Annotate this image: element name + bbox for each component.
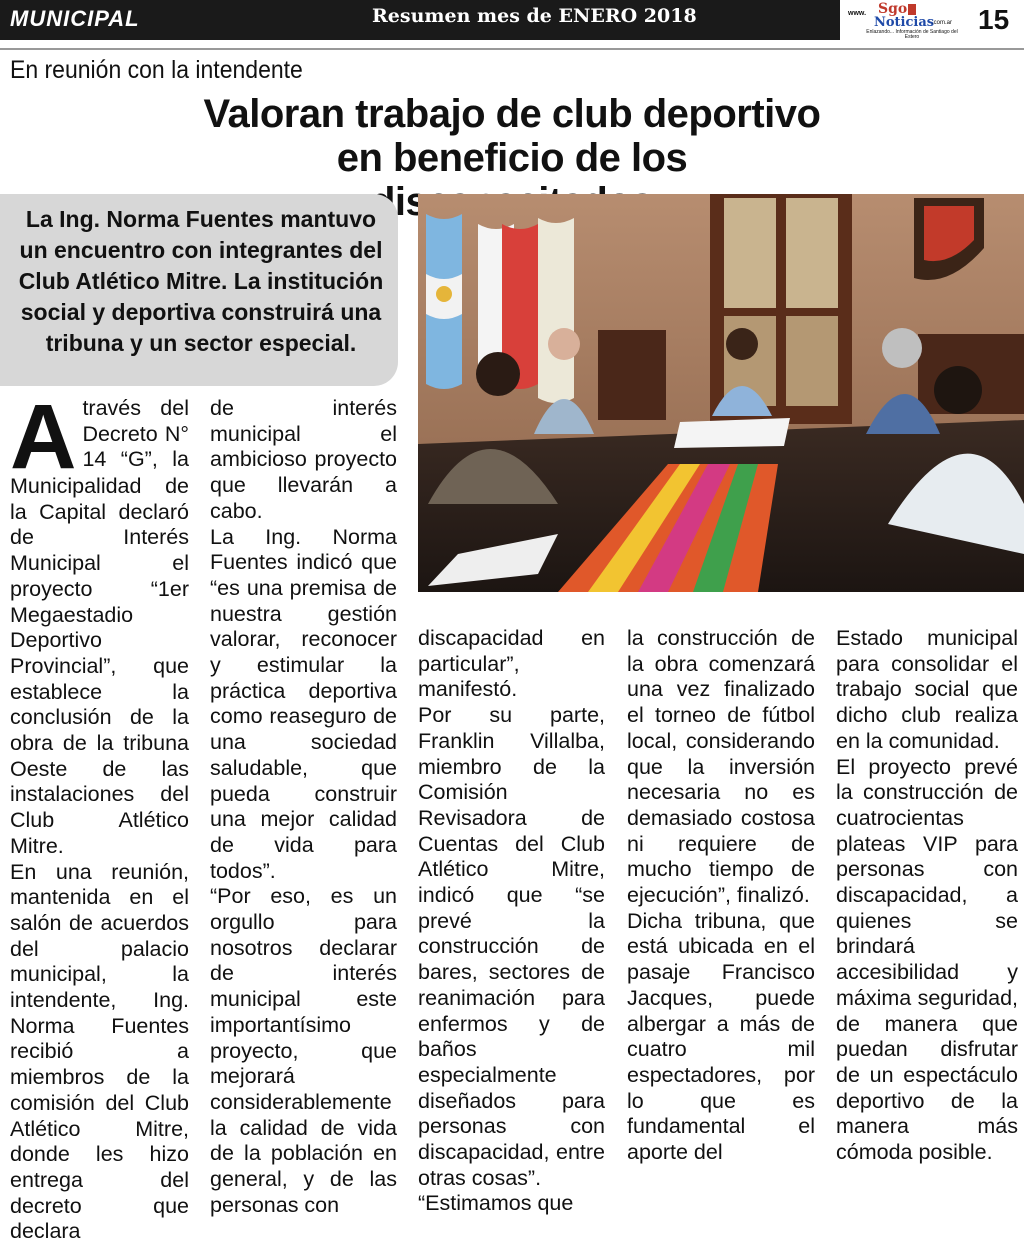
- column-1-paragraph-2: En una reunión, mantenida en el salón de acuerdos del palacio municipal, la intendente, Ing. Norma Fuentes recibió a miembros de la comisión del Club Atlético Mitre, donde les hizo entrega del decreto que declara: [10, 859, 189, 1244]
- column-3-paragraph-1: discapacidad en particular”, manifestó.: [418, 626, 605, 702]
- issue-summary: Resumen mes de ENERO 2018: [372, 5, 697, 27]
- column-3-paragraph-2: Por su parte, Franklin Villalba, miembro de la Comisión Revisadora de Cuentas del Club Atlético Mitre, indicó que “se prevé la construcción de bares, sectores de reanimación para enfermos y de baños especialmente diseñados para personas con discapacidad, entre otras cosas”.: [418, 703, 605, 1190]
- article-photo: [418, 194, 1024, 592]
- column-4-paragraph-2: Dicha tribuna, que está ubicada en el pasaje Francisco Jacques, puede albergar a más de cuatro mil espectadores, por lo que es fundamental el aporte del: [627, 908, 815, 1165]
- article-lead: La Ing. Norma Fuentes mantuvo un encuentro con integrantes del Club Atlético Mitre. La institución social y deportiva construirá una tribuna y un sector especial.: [18, 206, 384, 356]
- meeting-photo-illustration: [418, 194, 1024, 592]
- header-bar: [0, 0, 840, 40]
- article-column-5: [836, 626, 1018, 1166]
- article-column-4: [627, 626, 815, 1166]
- column-1-paragraph-1: Através del Decreto N° 14 “G”, la Municipalidad de la Capital declaró de Interés Municipal el proyecto “1er Megaestadio Deportivo Provincial”, que establece la conclusión de la obra de la tribuna Oeste de las instalaciones del Club Atlético Mitre.: [10, 386, 189, 858]
- column-3-paragraph-3: “Estimamos que: [418, 1191, 574, 1216]
- column-2-paragraph-1: de interés municipal el ambicioso proyecto que llevarán a cabo.: [210, 396, 397, 523]
- article-column-1: [10, 386, 189, 1245]
- headline-line-1: Valoran trabajo de club deportivo: [203, 92, 821, 136]
- headline-line-2: en beneficio de los: [336, 136, 688, 180]
- article-column-2: [210, 396, 397, 1219]
- site-logo: www. Sgo Noticias .com.ar Enlazando... Información de Santiago del Estero: [848, 1, 958, 40]
- section-label: MUNICIPAL: [10, 6, 140, 31]
- column-5-paragraph-2: El proyecto prevé la construcción de cuatrocientas plateas VIP para personas con discapacidad, a quienes se brindará accesibilidad y máxima seguridad, de manera que puedan disfrutar de un espectáculo deportivo de la manera más cómoda posible.: [836, 754, 1018, 1165]
- logo-badge-icon: [908, 4, 916, 15]
- column-5-paragraph-1: Estado municipal para consolidar el trabajo social que dicho club realiza en la comunidad.: [836, 626, 1018, 753]
- column-4-paragraph-1: la construcción de la obra comenzará una vez finalizado el torneo de fútbol local, considerando que la inversión necesaria no es demasiado costosa ni requiere de mucho tiempo de ejecución”, finalizó.: [627, 626, 815, 908]
- column-2-paragraph-3: “Por eso, es un orgullo para nosotros declarar de interés municipal este importantísimo proyecto, que mejorará considerablemente la calidad de vida de la población en general, y de las personas con: [210, 884, 397, 1217]
- page-number: 15: [978, 4, 1010, 35]
- article-kicker: En reunión con la intendente: [10, 56, 303, 84]
- drop-cap: A: [10, 386, 77, 488]
- column-2-paragraph-2: La Ing. Norma Fuentes indicó que “es una premisa de nuestra gestión valorar, reconocer y estimular la práctica deportiva como reaseguro de una sociedad saludable, que pueda construir una mejor calidad de vida para todos”.: [210, 524, 397, 883]
- header-divider: [0, 48, 1024, 50]
- article-column-3: [418, 626, 605, 1217]
